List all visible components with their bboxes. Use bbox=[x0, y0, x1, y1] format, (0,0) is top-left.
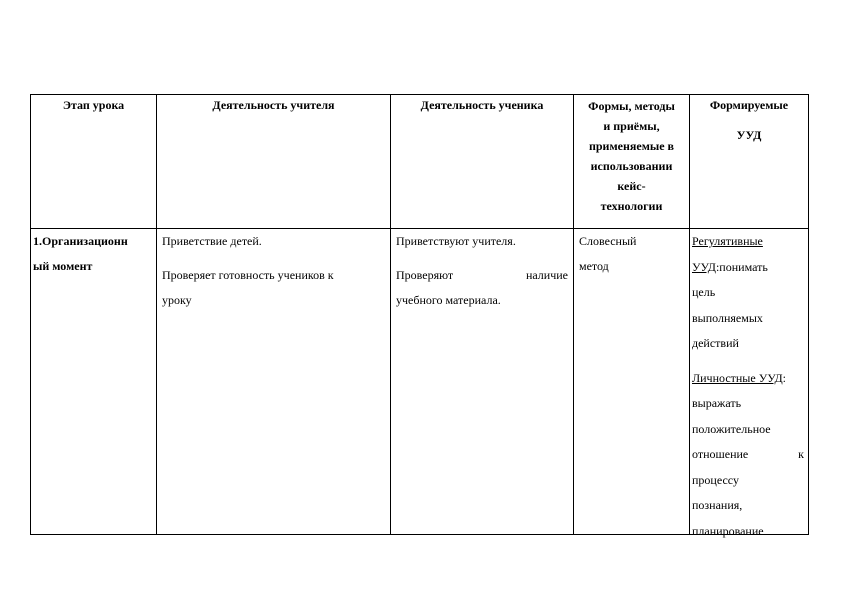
header-teacher-activity: Деятельность учителя bbox=[212, 98, 335, 112]
col-border-0 bbox=[30, 94, 31, 535]
table-top-border bbox=[30, 94, 809, 95]
header-student-activity: Деятельность ученика bbox=[420, 98, 544, 112]
col-border-4 bbox=[689, 94, 690, 535]
cell-stage: 1.Организационн ый момент bbox=[33, 234, 128, 273]
col-border-2 bbox=[390, 94, 391, 535]
col-border-1 bbox=[156, 94, 157, 535]
uud-regulative-title: Регулятивные bbox=[692, 234, 763, 248]
cell-teacher-activity: Приветствие детей. Проверяет готовность учеников к уроку bbox=[162, 234, 334, 307]
header-stage: Этап урока bbox=[62, 98, 125, 112]
cell-method: Словесный метод bbox=[579, 234, 637, 273]
uud-personal-title: Личностные УУД bbox=[692, 370, 783, 385]
header-uud: Формируемые УУД bbox=[709, 98, 789, 142]
cell-student-activity: Приветствуют учителя. Проверяют наличие учебного материала. bbox=[396, 234, 568, 307]
header-forms-methods: Формы, методы и приёмы, применяемые в использовании кейс- технологии bbox=[588, 99, 675, 213]
cell-uud: Регулятивные УУД:понимать цель выполняемых действий Личностные УУД: выражать положительное отношение к процессу познания, планирование bbox=[692, 229, 804, 544]
col-border-5 bbox=[808, 94, 809, 535]
